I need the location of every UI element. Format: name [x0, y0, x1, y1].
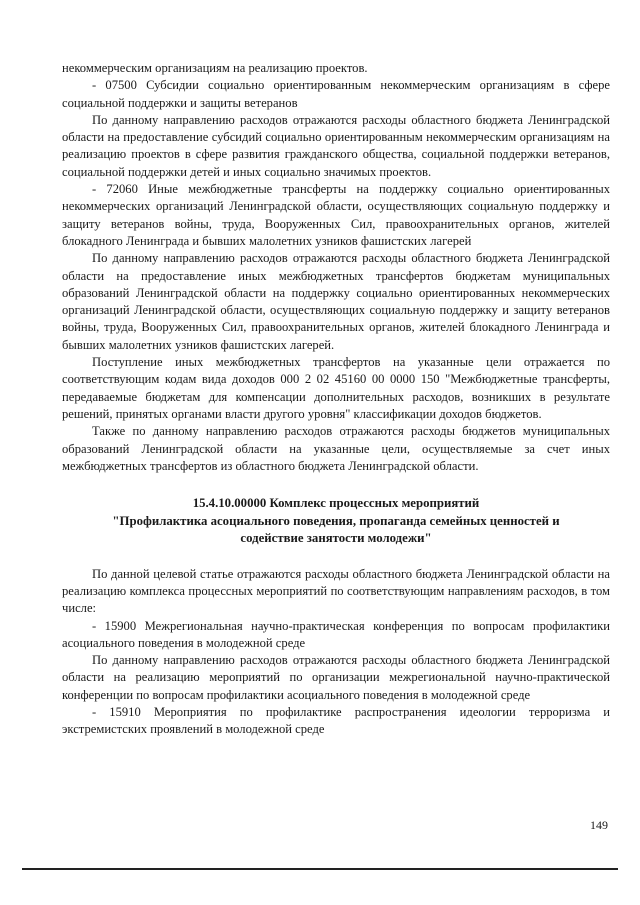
heading-line: 15.4.10.00000 Комплекс процессных мероприятий [192, 496, 480, 511]
document-page [62, 60, 610, 739]
paragraph: По данной целевой статье отражаются расходы областного бюджета Ленинградской области на реализацию комплекса процессных мероприятий по соответствующим направлениям расходов, в том числе: [62, 566, 610, 616]
budget-item-15910: - 15910 Мероприятия по профилактике распространения идеологии терроризма и экстремистских проявлений в молодежной среде [62, 705, 610, 737]
budget-item-72060: - 72060 Иные межбюджетные трансферты на поддержку социально ориентированных некоммерческих организаций Ленинградской области, осуществляющих социальную поддержку и защиту ветеранов войны, труда, Вооруженных Сил, правоохранительных органов, жителей блокадного Ленинграда и бывших малолетних узников фашистских лагерей [62, 182, 610, 248]
budget-item-07500: - 07500 Субсидии социально ориентированным некоммерческим организациям в сфере социальной поддержки и защиты ветеранов [62, 78, 610, 110]
top-section [62, 60, 610, 475]
bottom-border-line [22, 868, 618, 870]
paragraph: По данному направлению расходов отражаются расходы областного бюджета Ленинградской области на реализацию мероприятий по организации межрегиональной научно-практической конференции по вопросам профилактики асоциального поведения в молодежной среде [62, 653, 610, 702]
budget-item-15900: - 15900 Межрегиональная научно-практическая конференция по вопросам профилактики асоциального поведения в молодежной среде [62, 618, 610, 650]
section-heading [62, 495, 610, 548]
paragraph: Поступление иных межбюджетных трансфертов на указанные цели отражается по соответствующим кодам вида доходов 000 2 02 45160 00 0000 150 "Межбюджетные трансферты, передаваемые бюджетам для компенсации дополнительных расходов, возникших в результате решений, принятых органами власти другого уровня" классификации доходов бюджетов. [62, 355, 610, 421]
paragraph: По данному направлению расходов отражаются расходы областного бюджета Ленинградской области на предоставление субсидий социально ориентированным некоммерческим организациям на реализацию проектов в сфере развития гражданского общества, социальной поддержки ветеранов, социальной поддержки детей и иных социально значимых проектов. [62, 112, 610, 179]
heading-line: содействие занятости молодежи" [240, 531, 432, 546]
heading-line: "Профилактика асоциального поведения, пропаганда семейных ценностей и [112, 513, 560, 528]
paragraph: некоммерческим организациям на реализацию проектов. [62, 61, 368, 75]
paragraph: Также по данному направлению расходов отражаются расходы бюджетов муниципальных образований Ленинградской области на указанные цели, осуществляемые за счет иных межбюджетных трансфертов из областного бюджета Ленинградской области. [62, 424, 610, 473]
paragraph: По данному направлению расходов отражаются расходы областного бюджета Ленинградской области на предоставление иных межбюджетных трансфертов бюджетам муниципальных образований Ленинградской области на поддержку социально ориентированных некоммерческих организаций Ленинградской области, осуществляющих социальную поддержку и защиту ветеранов войны, труда, Вооруженных Сил, правоохранительных органов, жителей блокадного Ленинграда и бывших малолетних узников фашистских лагерей. [62, 251, 610, 352]
page-number: 149 [590, 818, 608, 832]
bottom-section [62, 566, 610, 739]
